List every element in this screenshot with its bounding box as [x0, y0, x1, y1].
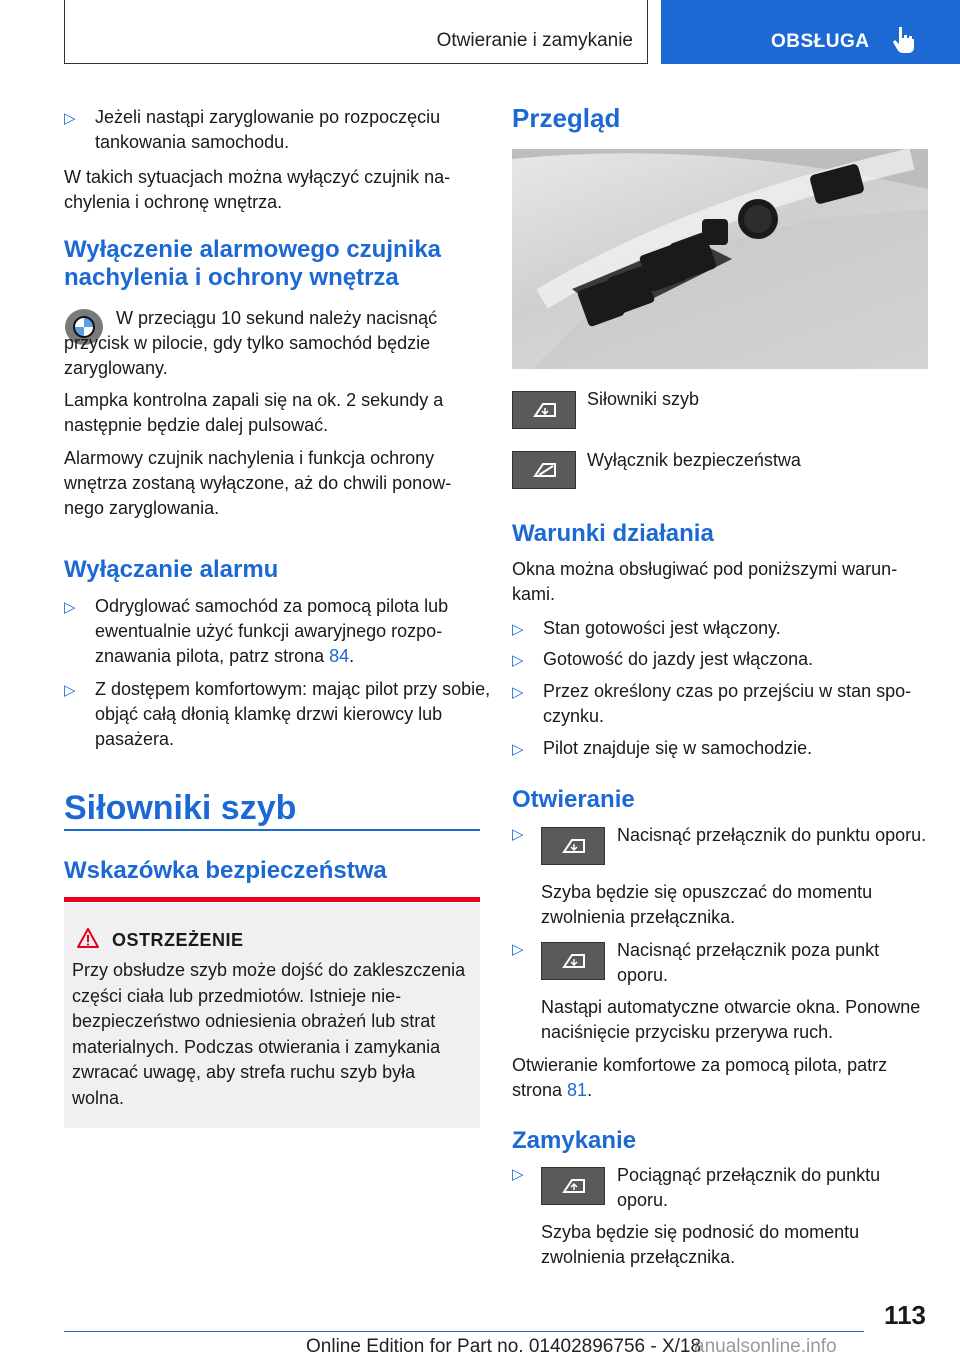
heading-closing: Zamykanie: [512, 1127, 637, 1154]
footer-watermark: anualsonline.info: [694, 1336, 837, 1357]
paragraph-conditions: Okna można obsługiwać pod poniższymi warunkami.: [512, 559, 898, 604]
list-item-text: Z dostępem komfortowym: mając pilot przy sobie, objąć całą dłonią klamkę drzwi kierowcy lub pasażera.: [95, 679, 491, 749]
paragraph-lamp: Lampka kontrolna zapali się na ok. 2 sekundy a następnie będzie dalej pulsować.: [64, 390, 444, 435]
heading-opening: Otwieranie: [512, 786, 635, 813]
list-item: ▷ Odryglować samochód za pomocą pilota lub ewentualnie użyć funkcji awaryjnego rozpoznawania pilota, patrz strona 84.: [64, 596, 449, 666]
heading-safety: Wskazówka bezpieczeństwa: [64, 857, 387, 884]
hand-pointer-icon: [891, 25, 917, 55]
icon-label-safety: Wyłącznik bezpieczeństwa: [587, 450, 801, 470]
bullet-triangle-icon: ▷: [512, 684, 524, 701]
bullet-triangle-icon: ▷: [512, 941, 524, 958]
list-item: [64, 677, 511, 752]
page-link[interactable]: 81: [567, 1080, 588, 1100]
window-switch-icon: [541, 942, 605, 980]
close-step-1-result: Szyba będzie się podnosić do momentu zwolnienia przełącznika.: [541, 1222, 860, 1267]
heading-disable-alarm: Wyłączanie alarmu: [64, 556, 279, 583]
window-switch-icon: [512, 391, 576, 429]
bullet-triangle-icon: ▷: [64, 682, 76, 699]
heading-disable-sensor: Wyłączenie alarmowego czujnika nachylenia i ochrony wnętrza: [64, 236, 442, 291]
paragraph-alarm-off: Alarmowy czujnik nachylenia i funkcja ochrony wnętrza zostaną wyłączone, aż do chwili ponownego zaryglowania.: [64, 448, 452, 518]
list-item: ▷ Gotowość do jazdy jest włączona.: [512, 647, 959, 672]
bullet-triangle-icon: ▷: [512, 652, 524, 669]
warning-text: Przy obsłudze szyb może dojść do zakleszczenia części ciała lub przedmiotów. Istnieje niebezpieczeństwo odniesienia obrażeń lub strat materialnych. Podczas otwierania i zamykania zwracać uwagę, aby strefa ruchu szyb była wolna.: [72, 960, 466, 1108]
page-link[interactable]: 84: [329, 646, 350, 666]
list-item: ▷ Pilot znajduje się w samochodzie.: [512, 736, 959, 761]
header-title: Otwieranie i zamykanie: [436, 30, 633, 51]
divider: [64, 829, 480, 831]
bullet-triangle-icon: ▷: [512, 741, 524, 758]
footer-divider: [64, 1331, 864, 1332]
heading-power-windows: Siłowniki szyb: [64, 789, 297, 827]
open-step-1-result: Szyba będzie się opuszczać do momentu zwolnienia przełącznika.: [541, 882, 873, 927]
paragraph-press: W przeciągu 10 sekund należy nacisnąć przycisk w pilocie, gdy tylko samochód będzie zaryglowany.: [64, 308, 438, 378]
door-panel-illustration: [512, 149, 928, 369]
paragraph-comfort: Otwieranie komfortowe za pomocą pilota, patrz strona 81.: [512, 1055, 888, 1100]
door-switch-photo: [512, 149, 928, 369]
safety-switch-icon: [512, 451, 576, 489]
header-title-box: [64, 0, 648, 64]
header-section-label: OBSŁUGA: [771, 31, 870, 52]
icon-label-window: Siłowniki szyb: [587, 389, 700, 409]
window-switch-icon: [541, 1167, 605, 1205]
window-switch-icon: [541, 827, 605, 865]
close-step-1: Pociągnąć przełącznik do punktu oporu.: [617, 1165, 881, 1210]
bullet-triangle-icon: ▷: [64, 599, 76, 616]
warning-divider: [64, 897, 480, 902]
header-section-tab: [661, 0, 960, 64]
bullet-triangle-icon: ▷: [64, 110, 76, 127]
warning-title: OSTRZEŻENIE: [112, 930, 244, 950]
list-item: [64, 105, 511, 155]
open-step-2: Nacisnąć przełącznik poza punkt oporu.: [617, 940, 880, 985]
warning-triangle-icon: [76, 927, 100, 949]
heading-conditions: Warunki działania: [512, 520, 714, 547]
bullet-triangle-icon: ▷: [512, 1166, 524, 1183]
paragraph: W takich sytuacjach można wyłączyć czujnik nachylenia i ochronę wnętrza.: [64, 167, 451, 212]
page-number: 113: [884, 1300, 926, 1330]
open-step-1: Nacisnąć przełącznik do punktu oporu.: [617, 825, 927, 845]
open-step-2-result: Nastąpi automatyczne otwarcie okna. Ponowne naciśnięcie przycisku przerywa ruch.: [541, 997, 921, 1042]
bullet-triangle-icon: ▷: [512, 826, 524, 843]
footer-edition: Online Edition for Part no. 01402896756 - X/18: [306, 1336, 702, 1357]
warning-box: [64, 903, 480, 1128]
list-item: ▷ Przez określony czas po przejściu w stan spoczynku.: [512, 681, 912, 726]
bullet-triangle-icon: ▷: [512, 621, 524, 638]
heading-overview: Przegląd: [512, 103, 621, 133]
list-item: ▷ Stan gotowości jest włączony.: [512, 616, 959, 641]
list-item-text: Jeżeli nastąpi zaryglowanie po rozpoczęciu tankowania samochodu.: [95, 107, 441, 152]
